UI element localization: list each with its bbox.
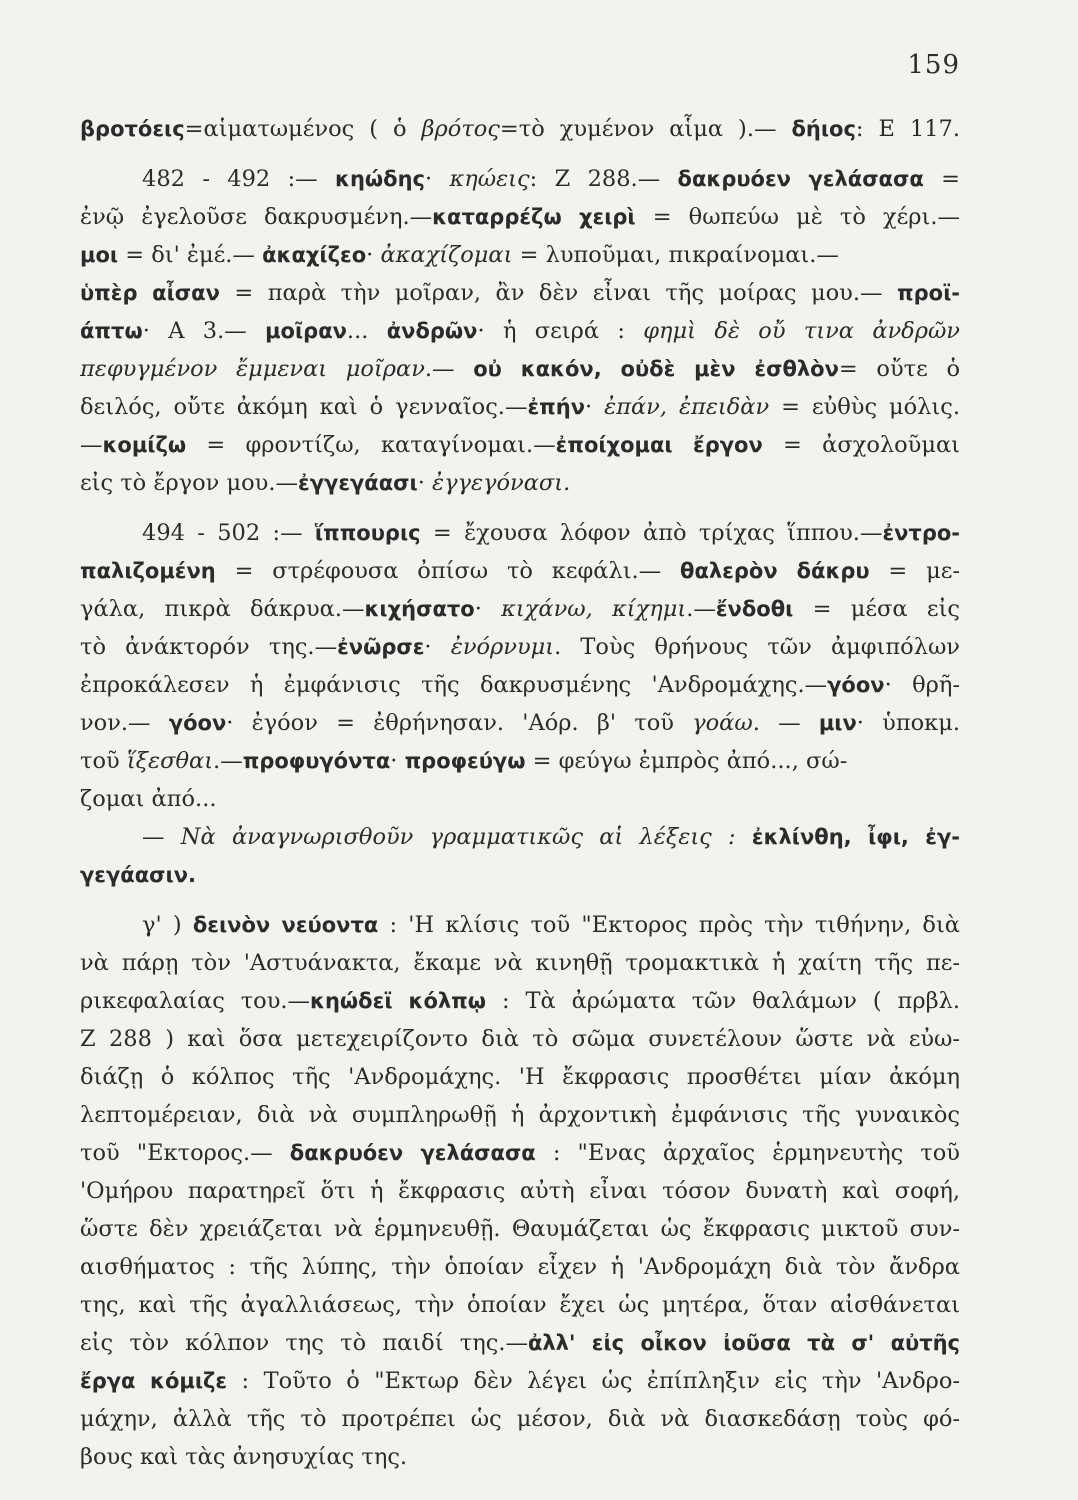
text-segment: = εὐθὺς μόλις. (769, 394, 960, 420)
bold-term: ἐπήν (527, 395, 586, 419)
text-segment: =αἱματωμένος ( ὁ (184, 116, 422, 142)
line-content (142, 912, 960, 938)
text-segment: ... (346, 318, 387, 344)
text-segment: : Τοῦτο ὁ "Εκτωρ δὲν λέγει ὡς ἐπίπληξιν εἰς τὴν 'Ανδρο- (227, 1368, 961, 1394)
bold-term: θαλερὸν δάκρυ (680, 559, 870, 583)
text-segment: εἰς τὸν κόλπον της τὸ παιδί της.— (80, 1330, 528, 1356)
bold-term: κομίζω (102, 433, 187, 457)
text-line (80, 1174, 960, 1208)
text-segment: .— (686, 596, 716, 622)
text-line (80, 1250, 960, 1284)
italic-text: ἀκαχίζομαι (380, 242, 513, 268)
text-segment: — (142, 824, 181, 850)
bold-term: γόον (827, 673, 885, 697)
line-content (80, 596, 960, 622)
text-segment: τοῦ "Εκτορος.— (80, 1140, 290, 1166)
italic-text: ἐνόρνυμι (450, 634, 555, 660)
text-line (80, 706, 960, 740)
text-segment: = ἔχουσα λόφον ἀπὸ τρίχας ἵππου.— (420, 520, 883, 546)
text-segment: =τὸ χυμένον αἷμα ).— (499, 116, 792, 142)
text-line (80, 390, 960, 424)
text-segment: ζομαι ἀπό... (80, 786, 217, 812)
text-line (80, 744, 960, 778)
text-line (80, 668, 960, 702)
text-segment: βους καὶ τὰς ἀνησυχίας της. (80, 1444, 408, 1470)
bold-term: κιχήσατο (364, 597, 475, 621)
text-segment: · (585, 394, 605, 420)
text-segment: τοῦ (80, 748, 127, 774)
bold-term: καταρρέζω χειρὶ (432, 205, 636, 229)
bold-term: ἔργα κόμιζε (80, 1369, 228, 1393)
text-line (80, 1364, 960, 1398)
line-content (142, 824, 960, 850)
italic-text: ἐγγεγόνασι. (432, 470, 571, 496)
italic-text: γοάω (692, 710, 753, 736)
text-segment: · (474, 596, 502, 622)
bold-term: κηώδης (335, 167, 425, 191)
line-content (142, 520, 960, 546)
text-segment: ἐπροκάλεσεν ἡ ἐμφάνισις τῆς δακρυσμένης 'Ανδρομάχης.— (80, 672, 828, 698)
line-content (80, 558, 960, 584)
text-line (80, 984, 960, 1018)
text-segment: 494 - 502 :— (142, 520, 315, 546)
line-content (80, 786, 217, 812)
text-segment: τὸ ἀνάκτορόν της.— (80, 634, 338, 660)
text-line (80, 946, 960, 980)
text-segment: · ὑποκμ. (856, 710, 960, 736)
text-segment: Ζ 288 ) καὶ ὅσα μετεχειρίζοντο διὰ τὸ σῶμα συνετέλουν ὥστε νὰ εὐω- (80, 1026, 960, 1052)
bold-term: δήιος (791, 117, 856, 141)
bold-term: ἐκλίνθη, ἶφι, ἐγ- (751, 825, 961, 849)
text-segment: . — (752, 710, 819, 736)
text-segment: · (424, 634, 451, 660)
text-segment: δειλός, οὔτε ἀκόμη καὶ ὁ γενναῖος.— (80, 394, 528, 420)
bold-term: ἵππουρις (314, 521, 421, 545)
text-line (80, 1212, 960, 1246)
text-segment: = (923, 166, 960, 192)
text-segment: : "Ενας ἀρχαῖος ἑρμηνευτὴς τοῦ (535, 1140, 960, 1166)
text-segment: = φροντίζω, καταγίνομαι.— (186, 432, 556, 458)
line-content (80, 1216, 960, 1242)
bold-term: ἐποίχομαι ἔργον (555, 433, 763, 457)
line-content (80, 1444, 407, 1470)
bold-term: μοῖραν (265, 319, 347, 343)
line-content (80, 1026, 960, 1052)
line-content (80, 394, 960, 420)
text-line (80, 1440, 960, 1474)
text-segment: · (425, 166, 450, 192)
text-segment: : Τὰ ἀρώματα τῶν θαλάμων ( πρβλ. (486, 988, 960, 1014)
bold-term: ἀνδρῶν (386, 319, 478, 343)
italic-text: ἐπάν, ἐπειδὰν (604, 394, 770, 420)
text-segment: · (390, 748, 405, 774)
bold-term: ὑπὲρ αἶσαν (80, 281, 220, 305)
line-content (80, 988, 960, 1014)
italic-text: ἵξεσθαι (126, 748, 214, 774)
text-line (80, 782, 960, 816)
bold-term: ἐντρο- (882, 521, 961, 545)
line-content (80, 1406, 960, 1432)
line-content (80, 204, 960, 230)
line-content (80, 432, 960, 458)
text-segment: γ' ) (142, 912, 193, 938)
bold-term: μιν (818, 711, 857, 735)
bold-term: ἀλλ' εἰς οἶκον ἰοῦσα τὰ σ' αὐτῆς (527, 1331, 960, 1355)
text-segment: = δι' ἐμέ.— (118, 242, 263, 268)
italic-text: κιχάνω, κίχημι (501, 596, 687, 622)
line-content (80, 356, 960, 382)
line-content (80, 1254, 960, 1280)
italic-text: πεφυγμένον ἔμμεναι μοῖραν (80, 356, 425, 382)
text-segment: = μέσα εἰς (793, 596, 960, 622)
italic-text: φημὶ δὲ οὔ τινα ἀνδρῶν (643, 318, 960, 344)
text-segment: γάλα, πικρὰ δάκρυα.— (80, 596, 365, 622)
text-segment: · (417, 470, 433, 496)
line-content (80, 280, 960, 306)
text-line (80, 428, 960, 462)
text-line (80, 554, 960, 588)
bold-term: γεγάασιν. (80, 863, 196, 887)
text-segment: = φεύγω ἐμπρὸς ἀπό..., σώ- (525, 748, 848, 774)
line-content (80, 242, 839, 268)
text-segment: · (366, 242, 381, 268)
text-segment: ἐνῷ ἐγελοῦσε δακρυσμένη.— (80, 204, 433, 230)
page-number: 159 (907, 50, 960, 80)
bold-term: μοι (80, 243, 119, 267)
text-segment: = με- (869, 558, 960, 584)
text-segment: · Α 3.— (142, 318, 266, 344)
text-segment: 482 - 492 :— (142, 166, 336, 192)
line-content (80, 1140, 960, 1166)
bold-term: δεινὸν νεύοντα (192, 913, 379, 937)
text-line (80, 238, 960, 272)
text-segment: · ἐγόον = ἐθρήνησαν. 'Αόρ. β' τοῦ (226, 710, 693, 736)
text-segment: .— (213, 748, 243, 774)
text-segment: = λυποῦμαι, πικραίνομαι.— (512, 242, 839, 268)
text-segment: νὰ πάρῃ τὸν 'Αστυάνακτα, ἔκαμε νὰ κινηθῇ τρομακτικὰ ἡ χαίτη τῆς πε- (80, 950, 960, 976)
line-content (80, 1102, 960, 1128)
line-content (80, 318, 960, 344)
bold-term: δακρυόεν γελάσασα (677, 167, 924, 191)
text-line (80, 1022, 960, 1056)
italic-text: Νὰ ἀναγνωρισθοῦν γραμματικῶς αἱ λέξεις : (180, 824, 736, 850)
text-segment: 'Ομήρου παρατηρεῖ ὅτι ἡ ἔκφρασις αὐτὴ εἶναι τόσον δυνατὴ καὶ σοφή, (80, 1178, 960, 1204)
text-line (142, 162, 960, 196)
text-line (80, 630, 960, 664)
text-segment: : 'Η κλίσις τοῦ "Εκτορος πρὸς τὴν τιθήνην, διὰ (378, 912, 960, 938)
text-line (142, 820, 960, 854)
text-line (142, 908, 960, 942)
text-segment: = παρὰ τὴν μοῖραν, ἂν δὲν εἶναι τῆς μοίρας μου.— (219, 280, 898, 306)
bold-term: ἔνδοθι (715, 597, 794, 621)
text-segment: = οὔτε ὁ (838, 356, 960, 382)
text-segment: : Ε 117. (855, 116, 960, 142)
bold-term: γόον (168, 711, 227, 735)
line-content (80, 1178, 960, 1204)
bold-term: προφυγόντα (242, 749, 391, 773)
text-segment: . Τοὺς θρήνους τῶν ἀμφιπόλων (554, 634, 960, 660)
bold-term: ἐνῶρσε (337, 635, 425, 659)
line-content (80, 950, 960, 976)
line-content (142, 166, 960, 192)
line-content (80, 1292, 960, 1318)
text-line (80, 1402, 960, 1436)
bold-term: ἀκαχίζεο (262, 243, 367, 267)
line-content (80, 672, 960, 698)
bold-term: κηώδεϊ κόλπῳ (310, 989, 487, 1013)
text-line (80, 1326, 960, 1360)
italic-text: κηώεις (449, 166, 530, 192)
text-line (80, 314, 960, 348)
text-segment: = ἀσχολοῦμαι (762, 432, 960, 458)
text-segment: εἰς τὸ ἔργον μου.— (80, 470, 299, 496)
bold-term: προφεύγω (404, 749, 526, 773)
text-line (80, 1060, 960, 1094)
text-line (80, 1136, 960, 1170)
text-line (80, 592, 960, 626)
text-segment: ὥστε δὲν χρειάζεται νὰ ἑρμηνευθῇ. Θαυμάζεται ὡς ἔκφρασις μικτοῦ συν- (80, 1216, 960, 1242)
text-line (80, 200, 960, 234)
line-content (80, 1064, 960, 1090)
text-segment: αισθήματος : τῆς λύπης, τὴν ὁποίαν εἶχεν ἡ 'Ανδρομάχη διὰ τὸν ἄνδρα (80, 1254, 960, 1280)
line-content (80, 862, 196, 888)
bold-term: άπτω (80, 319, 143, 343)
text-line (80, 1098, 960, 1132)
italic-text: βρότος (421, 116, 500, 142)
line-content (80, 1330, 960, 1356)
line-content (80, 470, 570, 496)
text-line (80, 276, 960, 310)
text-segment: διάζῃ ὁ κόλπος τῆς 'Ανδρομάχης. 'Η ἔκφρασις προσθέτει μίαν ἀκόμη (80, 1064, 960, 1090)
text-segment: : Ζ 288.— (529, 166, 678, 192)
line-content (80, 116, 960, 142)
text-segment: της, καὶ τῆς ἀγαλλιάσεως, τὴν ὁποίαν ἔχει ὡς μητέρα, ὅταν αἰσθάνεται (80, 1292, 960, 1318)
bold-term: ἐγγεγάασι (298, 471, 418, 495)
text-segment: ρικεφαλαίας του.— (80, 988, 311, 1014)
line-content (80, 710, 960, 736)
text-segment: — (80, 432, 103, 458)
text-line (142, 516, 960, 550)
text-segment: .— (424, 356, 474, 382)
line-content (80, 634, 960, 660)
text-segment: · ἡ σειρά : (477, 318, 644, 344)
text-line (80, 352, 960, 386)
text-line (80, 858, 960, 892)
line-content (80, 748, 847, 774)
bold-term: παλιζομένη (80, 559, 216, 583)
text-segment: μάχην, ἀλλὰ τῆς τὸ προτρέπει ὡς μέσον, διὰ νὰ διασκεδάσῃ τοὺς φό- (80, 1406, 960, 1432)
bold-term: προϊ- (897, 281, 960, 305)
text-segment: λεπτομέρειαν, διὰ νὰ συμπληρωθῇ ἡ ἀρχοντικὴ ἐμφάνισις τῆς γυναικὸς (80, 1102, 960, 1128)
line-content (80, 1368, 960, 1394)
text-segment: = στρέφουσα ὀπίσω τὸ κεφάλι.— (215, 558, 681, 584)
text-segment: νον.— (80, 710, 169, 736)
text-segment (736, 824, 752, 850)
text-segment: = θωπεύω μὲ τὸ χέρι.— (635, 204, 960, 230)
text-line (80, 112, 960, 146)
text-line (80, 466, 960, 500)
bold-term: οὐ κακόν, οὐδὲ μὲν ἐσθλὸν (473, 357, 839, 381)
bold-term: βροτόεις (80, 117, 185, 141)
text-segment: · θρῆ- (884, 672, 960, 698)
bold-term: δακρυόεν γελάσασα (289, 1141, 536, 1165)
text-line (80, 1288, 960, 1322)
